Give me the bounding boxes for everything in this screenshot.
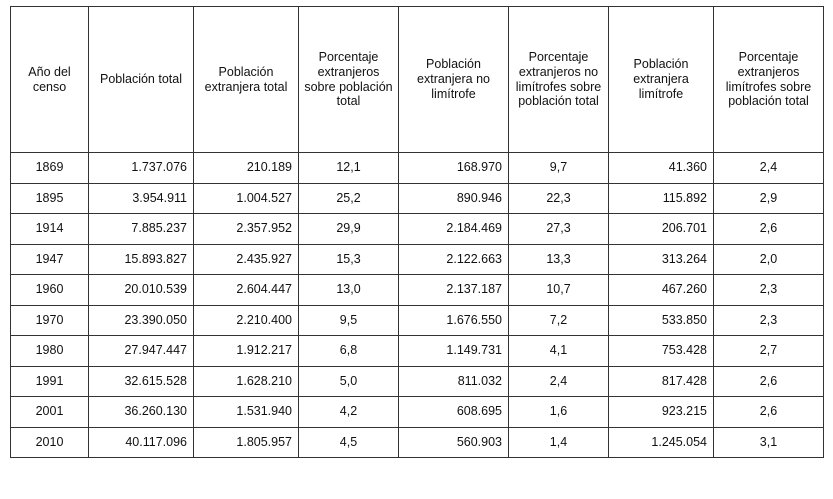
cell-extranjera-limitrofe: 115.892 <box>609 183 714 214</box>
cell-extranjera-no-limitrofe: 608.695 <box>399 397 509 428</box>
cell-pct-extranjeros: 4,2 <box>299 397 399 428</box>
table-row <box>11 214 824 245</box>
cell-pct-extranjeros: 25,2 <box>299 183 399 214</box>
cell-extranjera-total: 210.189 <box>194 153 299 184</box>
cell-pct-limitrofes: 2,6 <box>714 397 824 428</box>
cell-extranjera-limitrofe: 313.264 <box>609 244 714 275</box>
cell-extranjera-total: 2.604.447 <box>194 275 299 306</box>
table-body <box>11 153 824 458</box>
cell-extranjera-no-limitrofe: 2.184.469 <box>399 214 509 245</box>
census-population-table <box>10 6 824 458</box>
cell-pct-limitrofes: 2,3 <box>714 275 824 306</box>
cell-anio: 1991 <box>11 366 89 397</box>
cell-anio: 1895 <box>11 183 89 214</box>
cell-extranjera-total: 1.912.217 <box>194 336 299 367</box>
cell-poblacion-total: 3.954.911 <box>89 183 194 214</box>
cell-extranjera-no-limitrofe: 890.946 <box>399 183 509 214</box>
column-header-anio-censo: Año del censo <box>11 7 89 153</box>
table-row <box>11 366 824 397</box>
cell-pct-limitrofes: 2,7 <box>714 336 824 367</box>
cell-pct-no-limitrofes: 22,3 <box>509 183 609 214</box>
cell-poblacion-total: 15.893.827 <box>89 244 194 275</box>
column-header-poblacion-extranjera-total: Población extranjera total <box>194 7 299 153</box>
cell-pct-extranjeros: 6,8 <box>299 336 399 367</box>
cell-extranjera-limitrofe: 817.428 <box>609 366 714 397</box>
cell-extranjera-limitrofe: 467.260 <box>609 275 714 306</box>
cell-extranjera-no-limitrofe: 560.903 <box>399 427 509 458</box>
cell-anio: 1947 <box>11 244 89 275</box>
cell-extranjera-total: 2.435.927 <box>194 244 299 275</box>
cell-extranjera-total: 1.531.940 <box>194 397 299 428</box>
cell-extranjera-no-limitrofe: 811.032 <box>399 366 509 397</box>
cell-extranjera-total: 2.210.400 <box>194 305 299 336</box>
cell-anio: 1869 <box>11 153 89 184</box>
table-row <box>11 153 824 184</box>
cell-extranjera-total: 1.004.527 <box>194 183 299 214</box>
cell-poblacion-total: 32.615.528 <box>89 366 194 397</box>
table-row <box>11 244 824 275</box>
cell-pct-extranjeros: 12,1 <box>299 153 399 184</box>
cell-poblacion-total: 23.390.050 <box>89 305 194 336</box>
cell-pct-no-limitrofes: 1,6 <box>509 397 609 428</box>
cell-pct-no-limitrofes: 27,3 <box>509 214 609 245</box>
cell-pct-no-limitrofes: 9,7 <box>509 153 609 184</box>
cell-pct-extranjeros: 13,0 <box>299 275 399 306</box>
cell-anio: 1980 <box>11 336 89 367</box>
cell-extranjera-no-limitrofe: 168.970 <box>399 153 509 184</box>
cell-pct-limitrofes: 2,6 <box>714 214 824 245</box>
cell-pct-extranjeros: 9,5 <box>299 305 399 336</box>
cell-pct-limitrofes: 2,4 <box>714 153 824 184</box>
cell-pct-limitrofes: 2,3 <box>714 305 824 336</box>
cell-pct-no-limitrofes: 13,3 <box>509 244 609 275</box>
table-row <box>11 427 824 458</box>
cell-extranjera-limitrofe: 533.850 <box>609 305 714 336</box>
table-header <box>11 7 824 153</box>
cell-extranjera-total: 2.357.952 <box>194 214 299 245</box>
cell-anio: 2001 <box>11 397 89 428</box>
cell-extranjera-no-limitrofe: 1.149.731 <box>399 336 509 367</box>
cell-pct-limitrofes: 3,1 <box>714 427 824 458</box>
column-header-poblacion-extranjera-no-limitrofe: Población extranjera no limítrofe <box>399 7 509 153</box>
cell-pct-limitrofes: 2,6 <box>714 366 824 397</box>
cell-extranjera-limitrofe: 41.360 <box>609 153 714 184</box>
cell-poblacion-total: 1.737.076 <box>89 153 194 184</box>
table-row <box>11 305 824 336</box>
cell-poblacion-total: 40.117.096 <box>89 427 194 458</box>
cell-extranjera-no-limitrofe: 1.676.550 <box>399 305 509 336</box>
column-header-porcentaje-no-limitrofes: Porcentaje extranjeros no limítrofes sobre población total <box>509 7 609 153</box>
cell-poblacion-total: 20.010.539 <box>89 275 194 306</box>
cell-anio: 1914 <box>11 214 89 245</box>
cell-extranjera-total: 1.805.957 <box>194 427 299 458</box>
cell-pct-limitrofes: 2,9 <box>714 183 824 214</box>
cell-pct-no-limitrofes: 4,1 <box>509 336 609 367</box>
cell-extranjera-limitrofe: 753.428 <box>609 336 714 367</box>
cell-pct-extranjeros: 15,3 <box>299 244 399 275</box>
cell-pct-extranjeros: 29,9 <box>299 214 399 245</box>
table-row <box>11 183 824 214</box>
table-row <box>11 336 824 367</box>
cell-pct-extranjeros: 5,0 <box>299 366 399 397</box>
cell-pct-no-limitrofes: 1,4 <box>509 427 609 458</box>
cell-extranjera-no-limitrofe: 2.137.187 <box>399 275 509 306</box>
cell-anio: 1960 <box>11 275 89 306</box>
cell-extranjera-no-limitrofe: 2.122.663 <box>399 244 509 275</box>
cell-pct-no-limitrofes: 7,2 <box>509 305 609 336</box>
cell-anio: 2010 <box>11 427 89 458</box>
cell-poblacion-total: 27.947.447 <box>89 336 194 367</box>
cell-pct-limitrofes: 2,0 <box>714 244 824 275</box>
column-header-poblacion-extranjera-limitrofe: Población extranjera limítrofe <box>609 7 714 153</box>
cell-poblacion-total: 36.260.130 <box>89 397 194 428</box>
cell-extranjera-limitrofe: 1.245.054 <box>609 427 714 458</box>
cell-pct-no-limitrofes: 10,7 <box>509 275 609 306</box>
cell-poblacion-total: 7.885.237 <box>89 214 194 245</box>
table-header-row <box>11 7 824 153</box>
cell-extranjera-limitrofe: 923.215 <box>609 397 714 428</box>
column-header-poblacion-total: Población total <box>89 7 194 153</box>
cell-pct-no-limitrofes: 2,4 <box>509 366 609 397</box>
column-header-porcentaje-extranjeros: Porcentaje extranjeros sobre población total <box>299 7 399 153</box>
cell-pct-extranjeros: 4,5 <box>299 427 399 458</box>
table-row <box>11 275 824 306</box>
table-row <box>11 397 824 428</box>
cell-extranjera-limitrofe: 206.701 <box>609 214 714 245</box>
cell-extranjera-total: 1.628.210 <box>194 366 299 397</box>
column-header-porcentaje-limitrofes: Porcentaje extranjeros limítrofes sobre población total <box>714 7 824 153</box>
cell-anio: 1970 <box>11 305 89 336</box>
